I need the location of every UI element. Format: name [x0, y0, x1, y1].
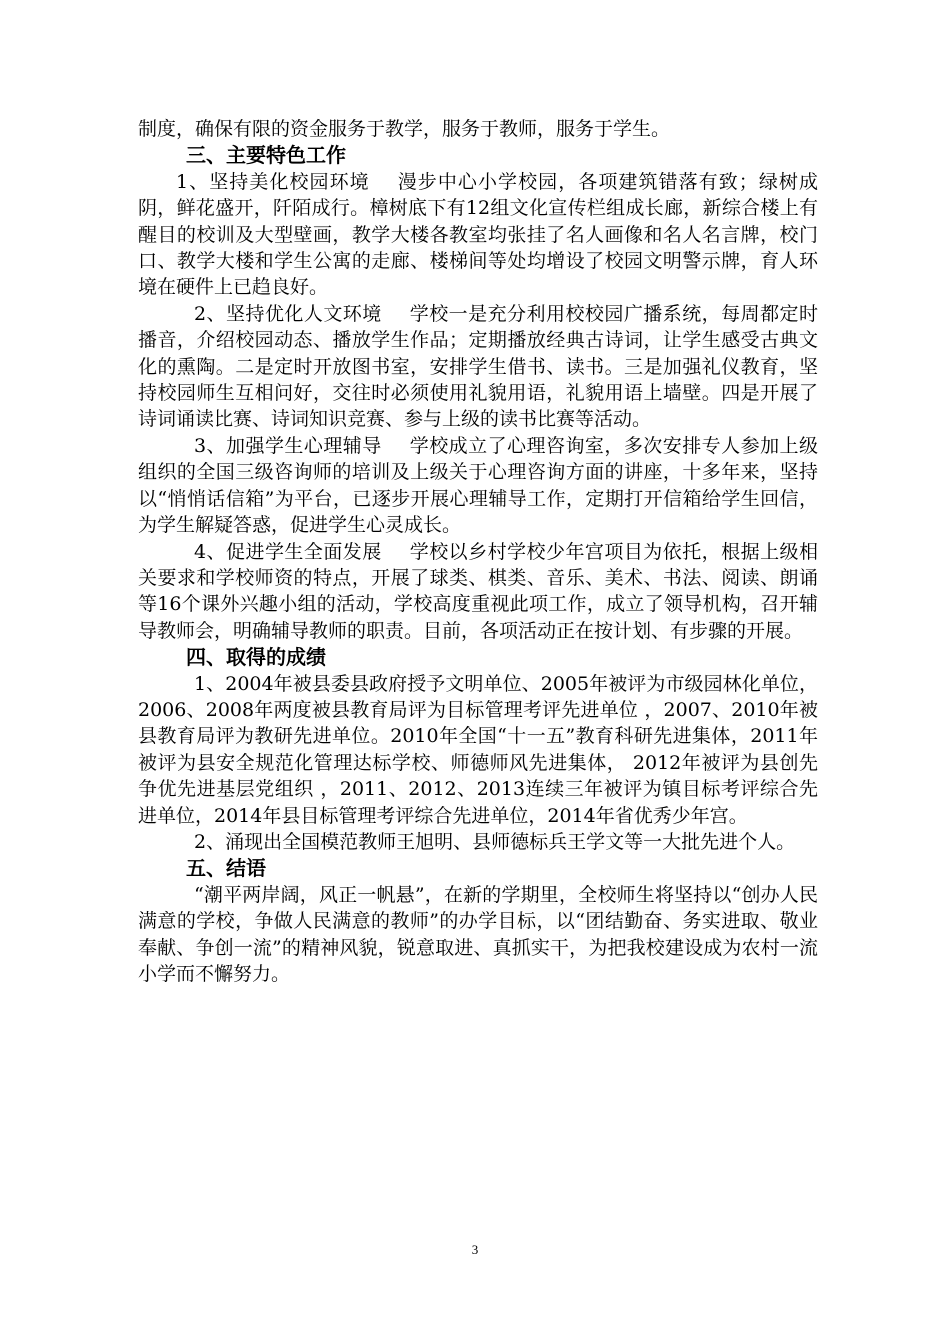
item-body: 学校以乡村学校少年宫项目为依托，根据上级相关要求和学校师资的特点，开展了球类、棋类、音乐、美术、书法、阅读、朗诵等16个课外兴趣小组的活动，学校高度重视此项工作，成立了领导机构，召开辅导教师会，明确辅导教师的职责。目前，各项活动正在按计划、有步骤的开展。 [138, 540, 818, 642]
item-body: 学校一是充分利用校校园广播系统，每周都定时播音，介绍校园动态、播放学生作品；定期播放经典古诗词，让学生感受古典文化的熏陶。二是定时开放图书室，安排学生借书、读书。三是加强礼仪教育，坚持校园师生互相问好，交往时必须使用礼貌用语，礼貌用语上墙壁。四是开展了诗词诵读比赛、诗词知识竞赛、参与上级的读书比赛等活动。 [138, 302, 818, 431]
section-3-item-2 [138, 301, 818, 433]
item-lead: 4、促进学生全面发展 [194, 540, 382, 563]
section-4-item-1: 1、2004年被县委县政府授予文明单位、2005年被评为市级园林化单位，2006、2008年两度被县教育局评为目标管理考评先进单位 ，2007、2010年被县教育局评为教研先进单位。2010年全国“十一五”教育科研先进集体，2011年被评为县安全规范化管理达标学校、师德师风先进集体， 2012年被评为县创先争优先进基层党组织 ，2011、2012、2013连续三年被评为镇目标考评综合先进单位，2014年县目标管理考评综合先进单位，2014年省优秀少年宫。 [138, 672, 818, 827]
item-lead: 1、坚持美化校园环境 [176, 170, 370, 193]
section-3-item-1 [138, 169, 818, 301]
item-body: 漫步中心小学校园，各项建筑错落有致；绿树成阴，鲜花盛开，阡陌成行。樟树底下有12组文化宣传栏组成长廊，新综合楼上有醒目的校训及大型壁画，教学大楼各教室均张挂了名人画像和名人名言牌，校门口、教学大楼和学生公寓的走廊、楼梯间等处均增设了校园文明警示牌，育人环境在硬件上已趋良好。 [138, 170, 818, 299]
page-number: 3 [471, 1242, 479, 1257]
section-3-heading: 三、主要特色工作 [186, 143, 346, 168]
item-lead: 3、加强学生心理辅导 [194, 434, 382, 457]
intro-tail-paragraph: 制度，确保有限的资金服务于教学，服务于教师，服务于学生。 [138, 118, 671, 140]
section-5-heading: 五、结语 [186, 856, 266, 881]
item-body: 学校成立了心理咨询室，多次安排专人参加上级组织的全国三级咨询师的培训及上级关于心理咨询方面的讲座，十多年来，坚持以“悄悄话信箱”为平台，已逐步开展心理辅导工作，定期打开信箱给学生回信，为学生解疑答惑，促进学生心灵成长。 [138, 434, 818, 537]
section-4-item-2: 2、涌现出全国模范教师王旭明、县师德标兵王学文等一大批先进个人。 [194, 830, 796, 853]
section-3-item-3 [138, 433, 818, 539]
item-lead: 2、坚持优化人文环境 [194, 302, 382, 325]
section-3-item-4 [138, 539, 818, 645]
section-4-heading: 四、取得的成绩 [186, 645, 326, 670]
document-page [138, 116, 818, 987]
section-5-paragraph: “潮平两岸阔，风正一帆悬”，在新的学期里，全校师生将坚持以“创办人民满意的学校，争做人民满意的教师”的办学目标，以“团结勤奋、务实进取、敬业奉献、争创一流”的精神风貌，锐意取进、真抓实干，为把我校建设成为农村一流小学而不懈努力。 [138, 883, 818, 985]
